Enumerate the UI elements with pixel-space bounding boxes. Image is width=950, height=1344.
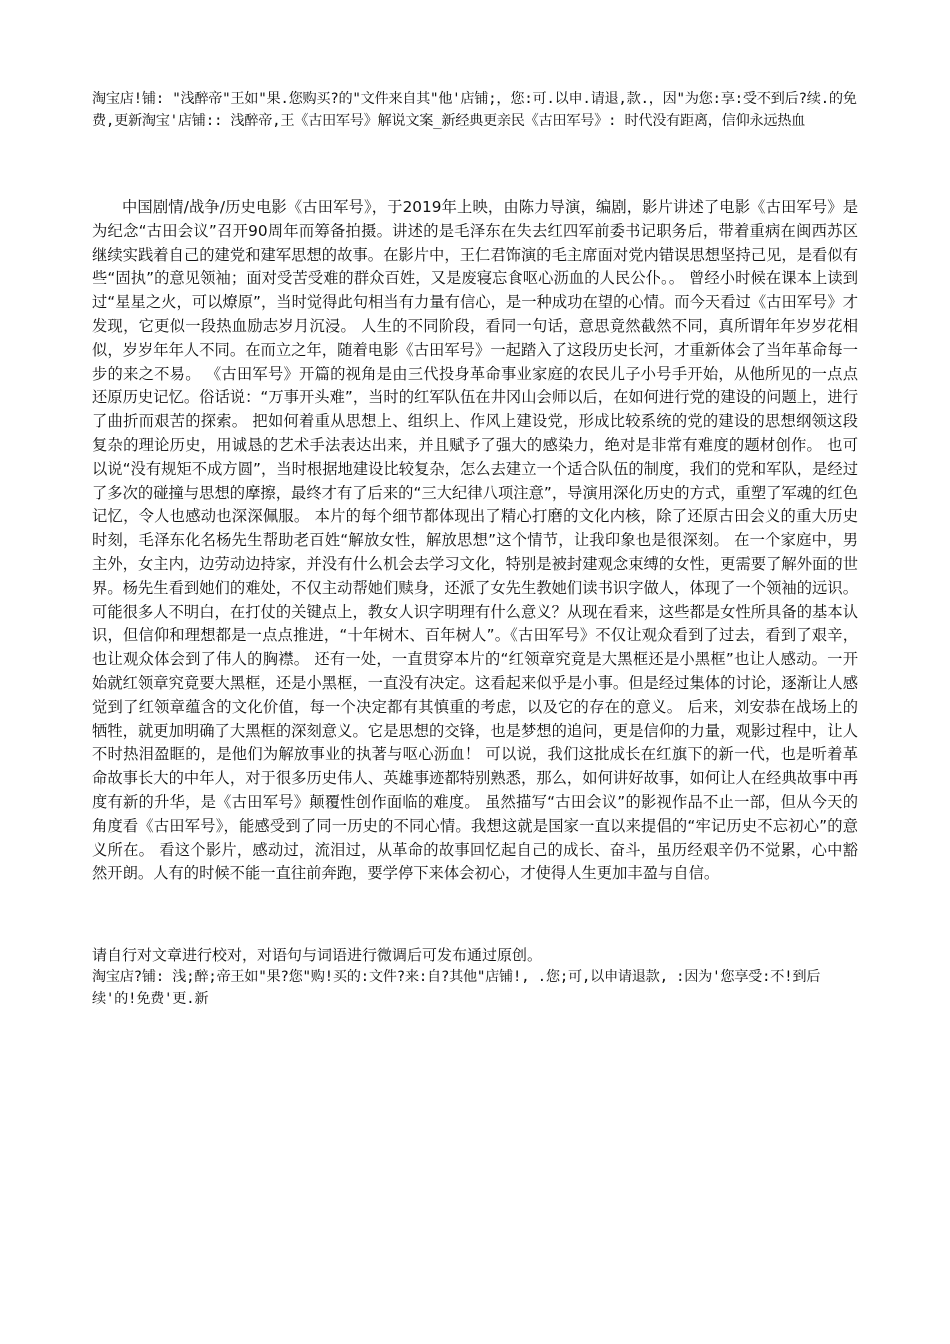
footer-notice: 淘宝店?铺: 浅;醉;帝王如"果?您"购!买的:文件?来:自?其他"店铺!, .您;可,以申请退款, :因为'您享受:不!到后续'的!免费'更.新 [92,969,821,1008]
article-body: 中国剧情/战争/历史电影《古田军号》，于2019年上映，由陈力导演，编剧，影片讲述了电影《古田军号》是为纪念“古田会议”召开90周年而筹备拍摄。讲述的是毛泽东在失去红四军前委书记职务后，带着重病在闽西苏区继续实践着自己的建党和建军思想的故事。在影片中，王仁君饰演的毛主席面对党内错误思想坚持己见，是看似有些“固执”的意见领袖；面对受苦受难的群众百姓，又是废寝忘食呕心沥血的人民公仆。。 曾经小时候在课本上读到过“星星之火，可以燎原”，当时觉得此句相当有力量有信心，是一种成功在望的心情。而今天看过《古田军号》才发现，它更似一段热血励志岁月沉浸。 人生的不同阶段，看同一句话，意思竟然截然不同，真所谓年年岁岁花相似，岁岁年年人不同。在而立之年，随着电影《古田军号》一起踏入了这段历史长河，才重新体会了当年革命每一步的来之不易。 《古田军号》开篇的视角是由三代投身革命事业家庭的农民儿子小号手开始，从他所见的一点点还原历史记忆。俗话说：“万事开头难”，当时的红军队伍在井冈山会师以后，在如何进行党的建设的问题上，进行了曲折而艰苦的探索。 把如何着重从思想上、组织上、作风上建设党，形成比较系统的党的建设的思想纲领这段复杂的理论历史，用诚恳的艺术手法表达出来，并且赋予了强大的感染力，绝对是非常有难度的题材创作。 也可以说“没有规矩不成方圆”，当时根据地建设比较复杂，怎么去建立一个适合队伍的制度，我们的党和军队，是经过了多次的碰撞与思想的摩擦，最终才有了后来的“三大纪律八项注意”，导演用深化历史的方式，重塑了军魂的红色记忆，令人也感动也深深佩服。 本片的每个细节都体现出了精心打磨的文化内核，除了还原古田会义的重大历史时刻，毛泽东化名杨先生帮助老百姓“解放女性，解放思想”这个情节，让我印象也是很深刻。 在一个家庭中，男主外，女主内，边劳动边持家，并没有什么机会去学习文化，特别是被封建观念束缚的女性，更需要了解外面的世界。杨先生看到她们的难处，不仅主动帮她们赎身，还派了女先生教她们读书识字做人，体现了一个领袖的远识。 可能很多人不明白，在打仗的关键点上，教女人识字明理有什么意义？从现在看来，这些都是女性所具备的基本认识，但信仰和理想都是一点点推进，“十年树木、百年树人”。《古田军号》不仅让观众看到了过去，看到了艰辛，也让观众体会到了伟人的胸襟。 还有一处，一直贯穿本片的“红领章究竟是大黑框还是小黑框”也让人感动。一开始就红领章究竟要大黑框，还是小黑框，一直没有决定。这看起来似乎是小事。但是经过集体的讨论，逐渐让人感觉到了红领章蕴含的文化价值，每一个决定都有其慎重的考虑，以及它的存在的意义。 后来，刘安恭在战场上的牺牲，就更加明确了大黑框的深刻意义。它是思想的交锋，也是梦想的追问，更是信仰的力量，观影过程中，让人不时热泪盈眶的，是他们为解放事业的执著与呕心沥血！ 可以说，我们这批成长在红旗下的新一代，也是听着革命故事长大的中年人，对于很多历史伟人、英雄事迹都特别熟悉，那么，如何讲好故事，如何让人在经典故事中再度有新的升华，是《古田军号》颠覆性创作面临的难度。 虽然描写“古田会议”的影视作品不止一部，但从今天的角度看《古田军号》，能感受到了同一历史的不同心情。我想这就是国家一直以来提倡的“牢记历史不忘初心”的意义所在。 看这个影片，感动过，流泪过，从革命的故事回忆起自己的成长、奋斗，虽历经艰辛仍不觉累，心中豁然开朗。人有的时候不能一直往前奔跑，要学停下来体会初心，才使得人生更加丰盈与自信。 [92,198,858,883]
document-page [92,88,858,1010]
header-notice: 淘宝店!铺: "浅醉帝"王如"果.您购买?的"文件来自其"他'店铺;，您:可.以申.请退,款.，因"为您:享:受不到后?续.的免费,更新淘宝'店铺:: 浅醉帝,王《古田军号》解说文案_新经典更亲民《古田军号》: 时代没有距离，信仰永远热血 [92,91,857,129]
proofread-note: 请自行对文章进行校对，对语句与词语进行微调后可发布通过原创。 [92,946,543,965]
